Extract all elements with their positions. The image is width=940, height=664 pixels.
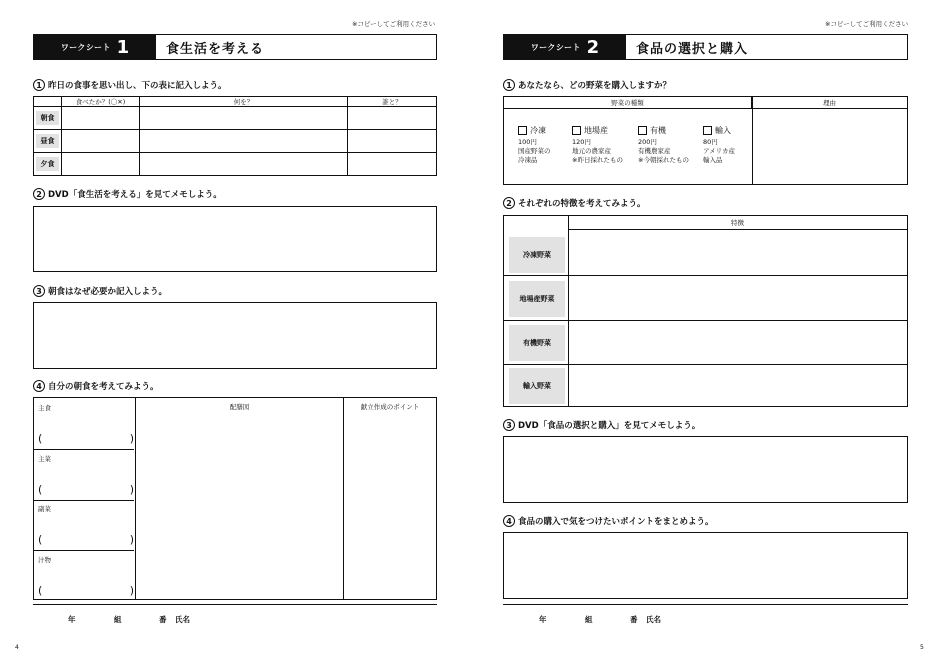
question-3	[33, 285, 167, 297]
dish-label: 主食	[38, 404, 51, 412]
question-text: 自分の朝食を考えてみよう。	[48, 382, 159, 392]
checkbox-icon[interactable]	[638, 126, 647, 135]
sheet-number: 1	[116, 36, 130, 58]
veg-option-organic[interactable]: 有機 200円 有機農家産 ※今朝採れたもの	[638, 126, 689, 164]
question-number: 4	[503, 515, 515, 527]
footer-divider	[33, 604, 437, 605]
meal-cell-input[interactable]	[140, 130, 348, 153]
meal-lunch: 昼食	[36, 134, 59, 148]
breakfast-plan-box	[33, 397, 437, 600]
meal-header-what: 何を？	[140, 97, 348, 107]
dish-side: 副菜 ( )	[38, 504, 134, 554]
page-number: 5	[920, 644, 924, 651]
feature-imported: 輸入野菜	[509, 368, 565, 404]
page-title: 食品の選択と購入	[636, 41, 749, 57]
question-2	[503, 197, 646, 209]
meal-header-ate: 食べたか？(〇✕)	[62, 97, 140, 107]
dish-label: 汁物	[38, 556, 51, 564]
question-4	[33, 380, 159, 392]
question-number: 4	[33, 380, 45, 392]
worksheet-page-2	[470, 0, 940, 664]
serving-diagram-area[interactable]	[136, 398, 344, 599]
checkbox-icon[interactable]	[703, 126, 712, 135]
meal-cell-input[interactable]	[348, 130, 437, 153]
sheet-number: 2	[586, 36, 600, 58]
dish-label: 主菜	[38, 455, 51, 463]
meal-cell-input[interactable]	[62, 130, 140, 153]
worksheet-title-bar	[503, 34, 908, 60]
feature-local: 地場産野菜	[509, 281, 565, 317]
page-title: 食生活を考える	[166, 41, 265, 57]
question-text: 食品の購入で気をつけたいポイントをまとめよう。	[518, 517, 714, 527]
veg-type-header: 野菜の種類	[504, 97, 752, 108]
footer-divider	[503, 604, 908, 605]
veg-option-frozen[interactable]: 冷凍 100円 国産野菜の 冷凍品	[518, 126, 551, 164]
question-number: 1	[503, 79, 515, 91]
question-text: 昨日の食事を思い出し、下の表に記入しよう。	[48, 81, 227, 91]
menu-points-header: 献立作成のポイント	[360, 403, 420, 411]
footer-year: 年	[539, 615, 547, 624]
dish-column	[34, 398, 136, 599]
copy-note: ※コピーしてご利用ください	[352, 20, 436, 28]
question-number: 2	[503, 197, 515, 209]
sheet-label-text: ワークシート	[530, 42, 581, 52]
question-number: 3	[33, 285, 45, 297]
veg-option-local[interactable]: 地場産 120円 地元の農家産 ※昨日採れたもの	[572, 126, 623, 164]
dish-label: 副菜	[38, 505, 51, 513]
serving-diagram-header: 配膳図	[229, 403, 250, 411]
question-text: DVD「食品の選択と購入」を見てメモしよう。	[518, 421, 701, 431]
sheet-label	[504, 35, 626, 59]
checkbox-icon[interactable]	[518, 126, 527, 135]
meal-cell-input[interactable]	[62, 153, 140, 176]
question-1	[503, 79, 671, 91]
features-table	[503, 215, 908, 407]
footer-name: 氏名	[646, 615, 661, 624]
question-4	[503, 515, 714, 527]
reason-header: 理由	[823, 99, 836, 107]
footer-name: 氏名	[175, 615, 190, 624]
meal-cell-input[interactable]	[140, 107, 348, 130]
question-text: DVD「食生活を考える」を見てメモしよう。	[48, 190, 222, 200]
question-number: 3	[503, 419, 515, 431]
feature-frozen: 冷凍野菜	[509, 237, 565, 273]
meal-dinner: 夕食	[36, 157, 59, 171]
answer-box-breakfast-reason[interactable]	[33, 302, 437, 369]
question-3	[503, 419, 700, 431]
question-text: それぞれの特徴を考えてみよう。	[518, 199, 646, 209]
question-1	[33, 79, 227, 91]
meal-cell-input[interactable]	[348, 107, 437, 130]
question-number: 2	[33, 188, 45, 200]
question-text: 朝食はなぜ必要か記入しよう。	[48, 287, 168, 297]
footer-year: 年	[68, 615, 76, 624]
worksheet-title-bar	[33, 34, 437, 60]
footer-class: 組	[114, 615, 122, 624]
checkbox-icon[interactable]	[572, 126, 581, 135]
question-2	[33, 188, 222, 200]
question-text: あなたなら、どの野菜を購入しますか？	[518, 81, 672, 91]
menu-points-area[interactable]	[344, 398, 436, 599]
page-number: 4	[15, 644, 19, 651]
meal-cell-input[interactable]	[348, 153, 437, 176]
vegetable-choice-table	[503, 96, 908, 185]
footer-number: 番	[630, 615, 638, 624]
copy-note: ※コピーしてご利用ください	[825, 20, 909, 28]
meal-table	[33, 96, 437, 176]
footer-class: 組	[585, 615, 593, 624]
question-number: 1	[33, 79, 45, 91]
memo-box-dvd[interactable]	[503, 436, 908, 503]
footer-number: 番	[159, 615, 167, 624]
veg-option-imported[interactable]: 輸入 80円 アメリカ産 輸入品	[703, 126, 736, 164]
memo-box-dvd[interactable]	[33, 206, 437, 272]
features-header: 特徴	[568, 216, 907, 230]
dish-staple: 主食 ( )	[38, 403, 134, 453]
meal-header-who: 誰と？	[348, 97, 437, 107]
dish-soup: 汁物 ( )	[38, 556, 134, 597]
sheet-label-text: ワークシート	[60, 42, 111, 52]
meal-cell-input[interactable]	[62, 107, 140, 130]
feature-organic: 有機野菜	[509, 325, 565, 361]
sheet-label	[34, 35, 156, 59]
answer-box-purchase-points[interactable]	[503, 532, 908, 599]
meal-cell-input[interactable]	[140, 153, 348, 176]
meal-breakfast: 朝食	[36, 111, 59, 125]
dish-main: 主菜 ( )	[38, 454, 134, 504]
